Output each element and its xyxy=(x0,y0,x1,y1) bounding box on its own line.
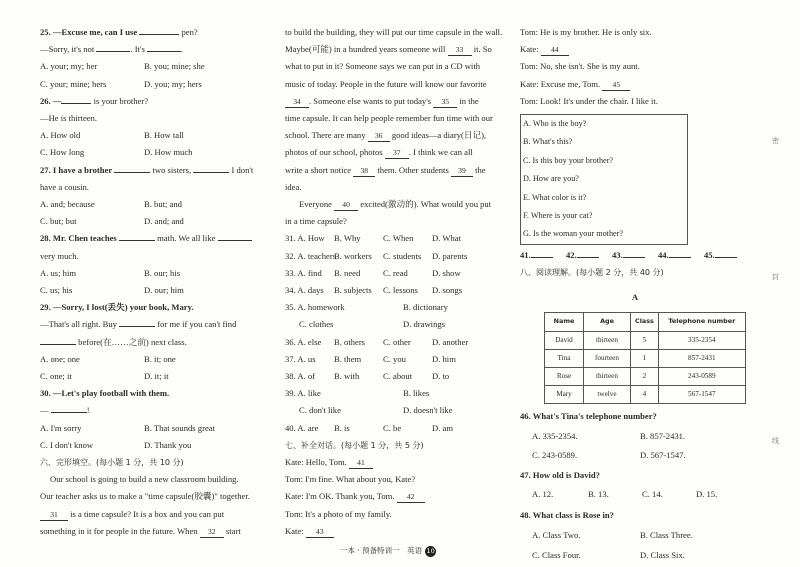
dialogue-line: Tom: I'm fine. What about you, Kate? xyxy=(285,474,416,485)
margin-seal-mark: 线 xyxy=(772,437,779,445)
answer-blank[interactable]: 34 xyxy=(285,97,309,108)
option[interactable]: 34. A. days xyxy=(285,285,324,296)
option[interactable]: D. How much xyxy=(144,147,193,158)
option[interactable]: D. Thank you xyxy=(144,439,192,450)
q28: 28. Mr. Chen teaches math. We all like xyxy=(40,230,272,247)
table-header: Name Age Class Telephone number xyxy=(545,313,746,331)
dialogue-line: Kate: 44 xyxy=(520,41,765,58)
q25-line2: —Sorry, it's not . It's . xyxy=(40,44,184,55)
dialogue-line: Kate: Hello, Tom. 41 xyxy=(285,454,507,471)
option[interactable]: B. likes xyxy=(403,388,430,399)
option[interactable]: B. it; one xyxy=(144,353,176,364)
answer-blank[interactable] xyxy=(51,412,87,413)
answer-blank[interactable] xyxy=(96,51,130,52)
option[interactable]: B. others xyxy=(334,336,366,347)
q46-options-2 xyxy=(520,447,765,464)
q29-line2: —That's all right. Buy for me if you can't find xyxy=(40,319,237,330)
choice-item: A. Who is the boy? xyxy=(523,119,587,129)
option[interactable]: C. your; mine; hers xyxy=(40,78,107,89)
option[interactable]: D. and; and xyxy=(144,216,184,227)
option[interactable]: D. songs xyxy=(432,285,463,296)
q29-options-1 xyxy=(40,351,272,368)
option[interactable]: B. is xyxy=(334,422,350,433)
option[interactable]: A. Class Two. xyxy=(532,529,581,540)
answer-blank[interactable]: 37 xyxy=(385,148,409,159)
q48-options-2 xyxy=(520,547,765,564)
dialogue-line: Kate: I'm OK. Thank you, Tom. 42 xyxy=(285,488,507,505)
answer-blank[interactable] xyxy=(139,34,179,35)
q28-line2: very much. xyxy=(40,250,79,261)
answer-blank[interactable] xyxy=(715,257,737,258)
answer-blank[interactable] xyxy=(40,344,76,345)
option[interactable]: C. read xyxy=(383,267,408,278)
option[interactable]: B. 857-2431. xyxy=(640,430,686,441)
passage-line: to build the building, they will put our time capsule in the wall. xyxy=(285,27,503,37)
q27: 27. I have a brother two sisters, I don't xyxy=(40,164,254,175)
option[interactable]: B. subjects xyxy=(334,285,372,296)
q40-options xyxy=(285,420,507,437)
answer-blank[interactable]: 39 xyxy=(451,166,473,177)
option[interactable]: C. you xyxy=(383,353,406,364)
answer-blank[interactable] xyxy=(61,103,91,104)
passage-line: 34 . Someone else wants to put today's 35 in the xyxy=(285,93,507,110)
option[interactable]: D. 567-1547. xyxy=(640,449,686,460)
section-heading: 七、补全对话。(每小题 1 分，共 5 分) xyxy=(285,440,424,450)
q31-options xyxy=(285,230,507,247)
option[interactable]: B. need xyxy=(334,267,361,278)
passage-line: 31 is a time capsule? It is a box and you can put xyxy=(40,506,272,523)
section-heading: 六、完形填空。(每小题 1 分，共 10 分) xyxy=(40,458,184,468)
table-row: Rose thirteen 2 243-0589 xyxy=(545,368,746,386)
passage-line: in a time capsule? xyxy=(285,216,347,227)
q30-options-1 xyxy=(40,420,272,437)
q27-options-2 xyxy=(40,213,272,230)
option[interactable]: B. dictionary xyxy=(403,302,448,313)
option[interactable]: 37. A. us xyxy=(285,353,316,364)
q25-options-1 xyxy=(40,58,272,75)
option[interactable]: 33. A. find xyxy=(285,267,322,278)
answer-blank[interactable]: 33 xyxy=(448,45,472,56)
q29-line3: before(在……之前) next class. xyxy=(40,334,272,351)
dialogue-line: Tom: No, she isn't. She is my aunt. xyxy=(520,61,640,72)
passage-line: what to put in it? Someone says we can put in a CD with xyxy=(285,61,481,72)
q26-options-1 xyxy=(40,127,272,144)
passage-line: Our school is going to build a new classroom building. xyxy=(50,474,239,485)
option[interactable]: B. Class Three. xyxy=(640,529,693,540)
passage-line: idea. xyxy=(285,181,302,192)
option[interactable]: C. How long xyxy=(40,147,85,158)
option[interactable]: A. How old xyxy=(40,130,81,141)
answer-blank[interactable] xyxy=(623,257,645,258)
option[interactable]: D. 15. xyxy=(696,489,718,500)
option[interactable]: 39. A. like xyxy=(285,388,321,399)
dialogue-line: Kate: 43 xyxy=(285,523,507,540)
column-right xyxy=(520,24,765,567)
option[interactable]: C. 14. xyxy=(642,489,663,500)
passage-line: Maybe(可能) in a hundred years someone will 33 it. So xyxy=(285,44,492,55)
choice-box xyxy=(520,114,688,245)
dialogue-line: Kate: Excuse me, Tom. 45 xyxy=(520,76,765,93)
option[interactable]: A. 12. xyxy=(532,489,554,500)
option[interactable]: B. How tall xyxy=(144,130,184,141)
answer-blank[interactable]: 36 xyxy=(368,131,390,142)
answer-blank[interactable] xyxy=(119,240,155,241)
dialogue-line: Tom: Look! It's under the chair. I like it. xyxy=(520,95,658,106)
answer-blank[interactable]: 35 xyxy=(433,97,457,108)
option[interactable]: C. but; but xyxy=(40,216,77,227)
q38-options xyxy=(285,368,507,385)
q27-line2: have a cousin. xyxy=(40,181,89,192)
option[interactable]: D. Class Six. xyxy=(640,549,685,560)
passage-line: photos of our school, photos 37 . I think we can all xyxy=(285,147,473,158)
answer-blank[interactable] xyxy=(531,257,553,258)
option[interactable]: C. don't like xyxy=(299,405,341,416)
option[interactable]: B. workers xyxy=(334,250,372,261)
option[interactable]: C. clothes xyxy=(299,319,334,330)
q29-options-2 xyxy=(40,368,272,385)
passage-line: music of today. People in the future will know our favorite xyxy=(285,78,487,89)
option[interactable]: D. parents xyxy=(432,250,468,261)
option[interactable]: C. students xyxy=(383,250,422,261)
option[interactable]: D. doesn't like xyxy=(403,405,453,416)
q32-options xyxy=(285,248,507,265)
answer-blank[interactable] xyxy=(218,240,252,241)
option[interactable]: D. show xyxy=(432,267,461,278)
q30: 30. —Let's play football with them. xyxy=(40,388,170,399)
choice-item: C. Is this boy your brother? xyxy=(523,155,614,165)
option[interactable]: C. Class Four. xyxy=(532,549,581,560)
q36-options xyxy=(285,334,507,351)
section-heading: 八、阅读理解。(每小题 2 分，共 40 分) xyxy=(520,268,664,278)
option[interactable]: D. What xyxy=(432,233,461,244)
choice-item: D. How are you? xyxy=(523,174,579,184)
answer-blank[interactable]: 42 xyxy=(397,492,425,503)
option[interactable]: B. with xyxy=(334,371,360,382)
q48-options-1 xyxy=(520,527,765,544)
page-footer xyxy=(340,545,436,557)
column-middle xyxy=(285,24,507,540)
q47: 47. How old is David? xyxy=(520,470,600,481)
q28-options-2 xyxy=(40,282,272,299)
option[interactable]: 31. A. How xyxy=(285,233,325,244)
option[interactable]: D. our; him xyxy=(144,285,184,296)
table-row: Mary twelve 4 567-1547 xyxy=(545,386,746,404)
q37-options xyxy=(285,351,507,368)
option[interactable]: B. them xyxy=(334,353,362,364)
answer-blank[interactable]: 44 xyxy=(541,45,569,56)
passage-title: A xyxy=(631,292,639,303)
q27-options-1 xyxy=(40,196,272,213)
option[interactable]: C. us; his xyxy=(40,285,73,296)
option[interactable]: A. and; because xyxy=(40,199,95,210)
option[interactable]: C. one; it xyxy=(40,371,72,382)
answer-blank[interactable] xyxy=(193,172,229,173)
table-row: David thirteen 5 335-2354 xyxy=(545,331,746,349)
telephone-table xyxy=(544,312,746,404)
option[interactable]: C. other xyxy=(383,336,411,347)
option[interactable]: B. you; mine; she xyxy=(144,61,205,72)
q25: 25. —Excuse me, can I use pen? xyxy=(40,27,198,37)
q25-options-2 xyxy=(40,76,272,93)
q28-options-1 xyxy=(40,265,272,282)
q30-line2: — ! xyxy=(40,405,90,416)
option[interactable]: B. our; his xyxy=(144,267,181,278)
q35-options-2 xyxy=(285,316,507,333)
option[interactable]: D. it; it xyxy=(144,371,169,382)
option[interactable]: C. I don't know xyxy=(40,439,94,450)
option[interactable]: D. drawings xyxy=(403,319,446,330)
q26: 26. — is your brother? xyxy=(40,95,149,106)
option[interactable]: A. 335-2354. xyxy=(532,430,578,441)
option[interactable]: D. him xyxy=(432,353,456,364)
passage-line: time capsule. It can help people remember fun time with our xyxy=(285,113,493,124)
column-left xyxy=(40,24,272,540)
option[interactable]: C. When xyxy=(383,233,414,244)
choice-item: G. Is the woman your mother? xyxy=(523,229,624,239)
answer-blank[interactable] xyxy=(147,51,181,52)
option[interactable]: 32. A. teachers xyxy=(285,250,337,261)
q35-options xyxy=(285,299,507,316)
q47-options xyxy=(520,486,765,503)
option[interactable]: 40. A. are xyxy=(285,422,319,433)
q30-options-2 xyxy=(40,437,272,454)
passage-line: school. There are many 36 good ideas—a diary(日记), xyxy=(285,130,487,141)
choice-item: E. What color is it? xyxy=(523,192,587,202)
passage-line: Everyone 40 excited(激动的). What would you put xyxy=(299,199,492,210)
q29: 29. —Sorry, I lost(丢失) your book, Mary. xyxy=(40,302,194,313)
option[interactable]: D. you; my; hers xyxy=(144,78,202,89)
answer-blank[interactable]: 45 xyxy=(602,80,630,91)
answer-blank[interactable]: 31 xyxy=(40,510,68,521)
answer-blank[interactable] xyxy=(577,257,599,258)
option[interactable]: D. to xyxy=(432,371,450,382)
option[interactable]: B. but; and xyxy=(144,199,182,210)
q39-options-2 xyxy=(285,402,507,419)
answer-blank[interactable] xyxy=(119,326,155,327)
answer-blank[interactable]: 43 xyxy=(306,527,334,538)
option[interactable]: A. us; him xyxy=(40,267,77,278)
dialogue-line: Tom: It's a photo of my family. xyxy=(285,508,392,519)
q26-options-2 xyxy=(40,144,272,161)
margin-seal-mark: 密 xyxy=(772,137,779,145)
table-row: Tina fourteen 1 857-2431 xyxy=(545,349,746,367)
option[interactable]: C. 243-0589. xyxy=(532,449,578,460)
option[interactable]: D. another xyxy=(432,336,469,347)
passage-line: something in it for people in the future. When 32 start xyxy=(40,525,241,536)
answer-blank[interactable] xyxy=(114,172,150,173)
option[interactable]: 35. A. homework xyxy=(285,302,345,313)
q34-options xyxy=(285,282,507,299)
q48: 48. What class is Rose in? xyxy=(520,509,614,520)
q46-options-1 xyxy=(520,428,765,445)
passage-line: Our teacher asks us to make a "time capsule(胶囊)" together. xyxy=(40,491,250,502)
q33-options xyxy=(285,265,507,282)
passage-line: write a short notice 38 them. Other students 39 the xyxy=(285,164,486,175)
q26-line2: —He is thirteen. xyxy=(40,113,98,124)
page-number: 10 xyxy=(426,547,435,555)
dialogue-line: Tom: He is my brother. He is only six. xyxy=(520,27,652,37)
answer-blank[interactable]: 40 xyxy=(334,200,358,211)
option[interactable]: C. be xyxy=(383,422,402,433)
footer-label: 一本 · 预备特训一 英语 xyxy=(340,546,423,555)
q39-options xyxy=(285,385,507,402)
margin-seal-mark: 封 xyxy=(772,273,779,281)
answer-blank[interactable]: 32 xyxy=(200,527,224,538)
option[interactable]: B. That sounds great xyxy=(144,422,215,433)
option[interactable]: 38. A. of xyxy=(285,371,316,382)
q46: 46. What's Tina's telephone number? xyxy=(520,411,657,422)
answer-blank[interactable] xyxy=(669,257,691,258)
option[interactable]: C. lessons xyxy=(383,285,418,296)
choice-item: B. What's this? xyxy=(523,137,573,147)
option[interactable]: C. about xyxy=(383,371,413,382)
option[interactable]: B. Why xyxy=(334,233,361,244)
option[interactable]: A. your; my; her xyxy=(40,61,98,72)
answer-blank[interactable]: 41 xyxy=(349,458,373,469)
option[interactable]: D. am xyxy=(432,422,454,433)
choice-item: F. Where is your cat? xyxy=(523,211,593,221)
answer-gaps: 41. 42. 43. 44. 45. xyxy=(520,247,765,264)
option[interactable]: A. I'm sorry xyxy=(40,422,82,433)
option[interactable]: 36. A. else xyxy=(285,336,322,347)
option[interactable]: B. 13. xyxy=(588,489,609,500)
option[interactable]: A. one; one xyxy=(40,353,80,364)
answer-blank[interactable]: 38 xyxy=(353,166,375,177)
